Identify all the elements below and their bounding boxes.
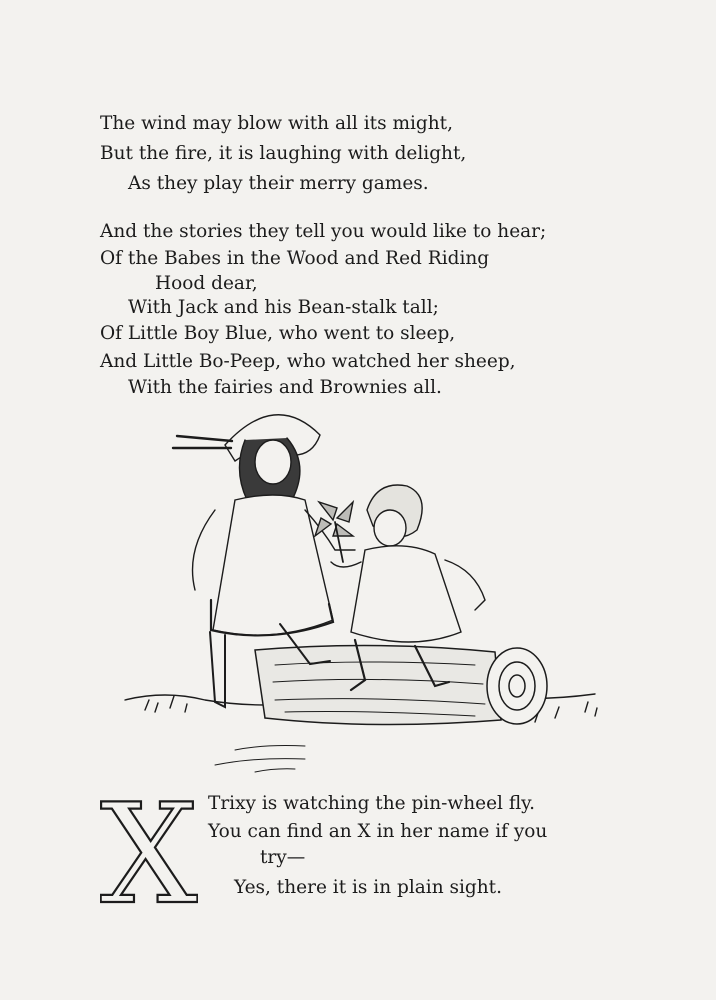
verse-line: And Little Bo-Peep, who watched her sheep, — [100, 351, 516, 372]
verse-line: With Jack and his Bean-stalk tall; — [128, 297, 439, 318]
verse-line: Hood dear, — [155, 273, 258, 294]
verse-line: The wind may blow with all its might, — [100, 113, 453, 134]
verse-line: Of Little Boy Blue, who went to sleep, — [100, 323, 456, 344]
verse-line: try— — [260, 847, 306, 868]
verse-line: And the stories they tell you would like to hear; — [100, 221, 547, 242]
log — [255, 645, 547, 724]
verse-line: With the fairies and Brownies all. — [128, 377, 442, 398]
verse-line: But the fire, it is laughing with delight, — [100, 143, 467, 164]
pin-wheel — [315, 502, 353, 562]
dropcap-glyph: X — [100, 792, 198, 912]
verse-line: Trixy is watching the pin-wheel fly. — [208, 793, 536, 814]
verse-line: Of the Babes in the Wood and Red Riding — [100, 248, 490, 269]
children-on-log-illustration — [115, 400, 615, 780]
verse-line: As they play their merry games. — [128, 173, 429, 194]
verse-line: You can find an X in her name if you — [208, 821, 548, 842]
dropcap-letter-x — [100, 792, 198, 912]
verse-line: Yes, there it is in plain sight. — [234, 877, 502, 898]
